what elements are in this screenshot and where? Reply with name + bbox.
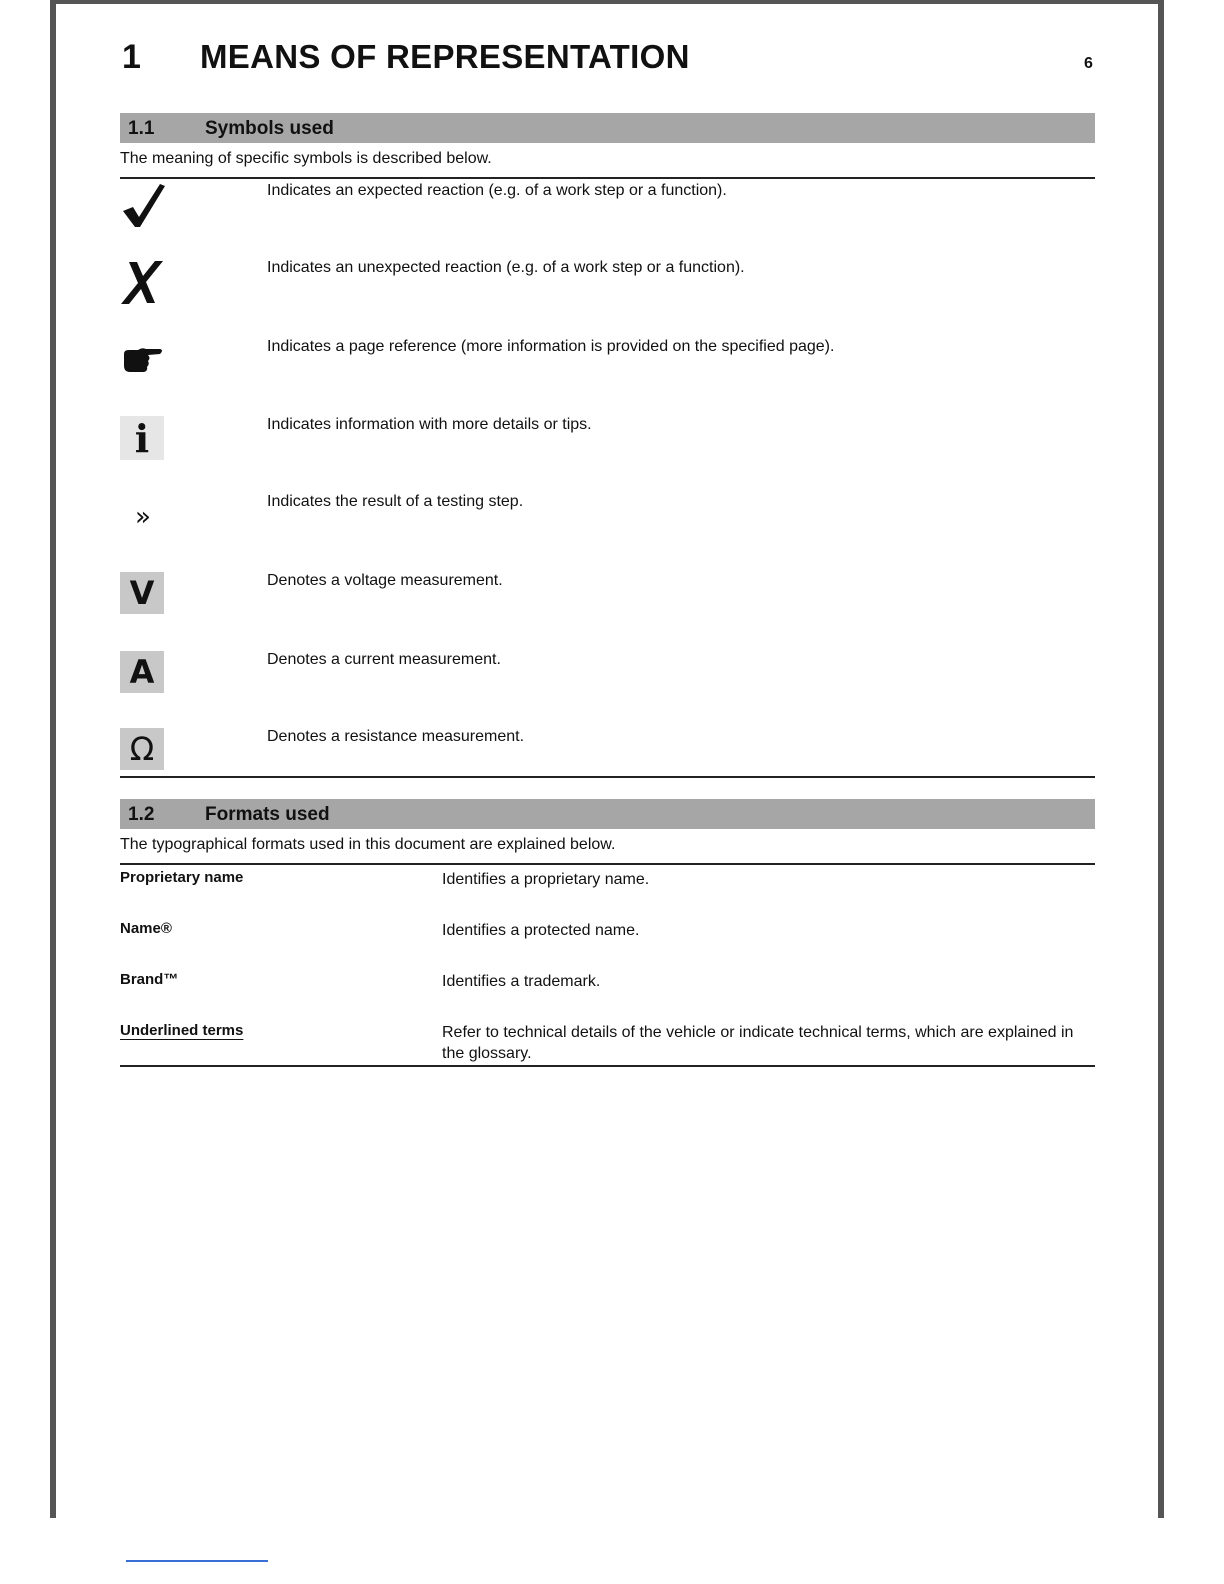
current-icon: A xyxy=(120,651,164,693)
symbol-description: Denotes a voltage measurement. xyxy=(267,572,503,589)
format-description: Identifies a proprietary name. xyxy=(442,871,650,888)
symbol-row xyxy=(120,416,1095,486)
format-term: Name® xyxy=(120,920,172,937)
chapter-number: 1 xyxy=(122,38,141,76)
divider xyxy=(120,177,1095,179)
symbol-row xyxy=(120,493,1095,563)
format-description: Identifies a trademark. xyxy=(442,973,601,990)
format-term: Brand™ xyxy=(120,971,179,988)
symbol-row xyxy=(120,182,1095,252)
symbol-row xyxy=(120,728,1095,798)
section-title: Symbols used xyxy=(205,118,334,139)
format-description: Refer to technical details of the vehicle or indicate technical terms, which are explained in the glossary. xyxy=(442,1024,1074,1062)
page-border-right xyxy=(1158,0,1164,1518)
resistance-icon: Ω xyxy=(120,728,164,770)
symbol-row xyxy=(120,651,1095,721)
page-border-top xyxy=(50,0,1164,4)
symbol-description: Indicates the result of a testing step. xyxy=(267,493,524,510)
symbol-description: Indicates a page reference (more information is provided on the specified page). xyxy=(267,338,835,355)
symbol-description: Denotes a resistance measurement. xyxy=(267,728,525,745)
voltage-icon: V xyxy=(120,572,164,614)
symbol-row xyxy=(120,338,1095,408)
symbol-description: Indicates an unexpected reaction (e.g. of a work step or a function). xyxy=(267,259,745,276)
symbol-row xyxy=(120,259,1095,329)
format-term: Proprietary name xyxy=(120,869,244,886)
section-intro: The typographical formats used in this document are explained below. xyxy=(120,836,616,853)
footer-line xyxy=(126,1560,268,1562)
result-arrow-icon: » xyxy=(135,502,151,532)
format-description: Identifies a protected name. xyxy=(442,922,640,939)
cross-icon xyxy=(120,259,166,305)
section-intro: The meaning of specific symbols is described below. xyxy=(120,150,492,167)
page-border-left xyxy=(50,0,56,1518)
divider xyxy=(120,1065,1095,1067)
section-number: 1.2 xyxy=(128,804,155,825)
section-header-symbols xyxy=(120,113,1095,143)
divider xyxy=(120,863,1095,865)
check-icon xyxy=(120,182,166,228)
section-header-formats xyxy=(120,799,1095,829)
symbol-description: Indicates an expected reaction (e.g. of a work step or a function). xyxy=(267,182,727,199)
chapter-title: MEANS OF REPRESENTATION xyxy=(200,38,690,75)
format-term: Underlined terms xyxy=(120,1022,244,1039)
section-number: 1.1 xyxy=(128,118,155,139)
symbol-row xyxy=(120,572,1095,642)
divider xyxy=(120,776,1095,778)
info-icon: i xyxy=(120,416,164,460)
page-number: 6 xyxy=(1084,55,1093,72)
pointing-hand-icon xyxy=(120,338,166,384)
symbol-description: Indicates information with more details or tips. xyxy=(267,416,592,433)
section-title: Formats used xyxy=(205,804,330,825)
symbol-description: Denotes a current measurement. xyxy=(267,651,501,668)
